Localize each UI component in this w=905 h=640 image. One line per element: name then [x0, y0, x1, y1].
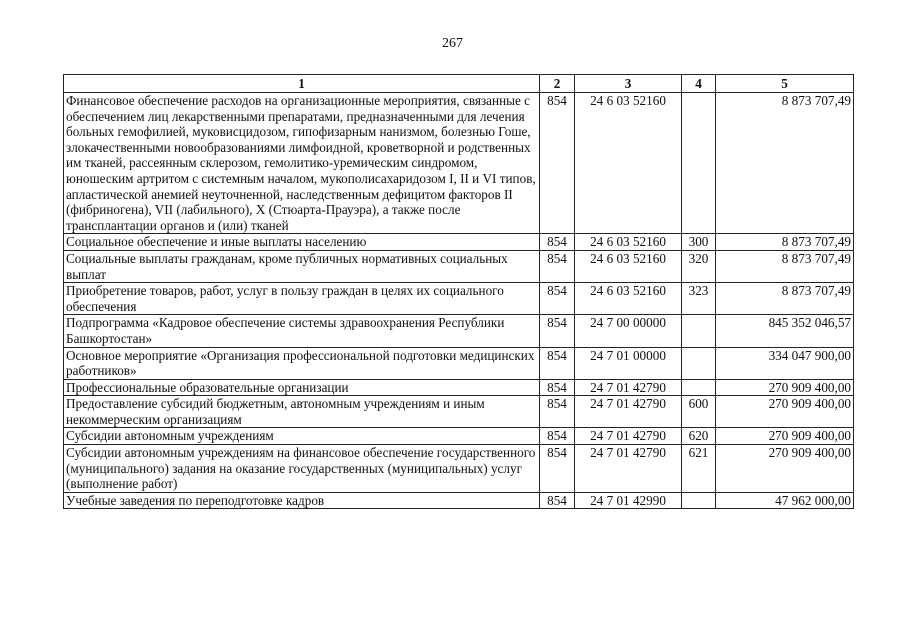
row-code-cell: 24 7 01 42990 — [575, 492, 682, 509]
row-sum-cell: 845 352 046,57 — [716, 315, 854, 347]
row-sum-cell: 334 047 900,00 — [716, 347, 854, 379]
table-row — [64, 445, 854, 493]
row-code-cell: 24 6 03 52160 — [575, 93, 682, 234]
table-row — [64, 428, 854, 445]
row-type-cell: 621 — [682, 445, 716, 493]
row-sum-cell: 8 873 707,49 — [716, 234, 854, 251]
row-name-cell: Профессиональные образовательные организации — [64, 379, 540, 396]
column-header-ministry: 2 — [540, 75, 575, 93]
row-name-cell: Подпрограмма «Кадровое обеспечение системы здравоохранения Республики Башкортостан» — [64, 315, 540, 347]
column-header-name: 1 — [64, 75, 540, 93]
row-ministry-cell: 854 — [540, 250, 575, 282]
row-sum-cell: 8 873 707,49 — [716, 93, 854, 234]
row-type-cell: 300 — [682, 234, 716, 251]
table-header-row — [64, 75, 854, 93]
row-name-cell: Социальное обеспечение и иные выплаты населению — [64, 234, 540, 251]
row-ministry-cell: 854 — [540, 234, 575, 251]
table-row — [64, 492, 854, 509]
row-type-cell: 323 — [682, 283, 716, 315]
row-name-cell: Финансовое обеспечение расходов на организационные мероприятия, связанные с обеспечением лиц лекарственными препаратами, предназначенными для лечения больных гемофилией, муковисцидозом, гипофизарным нанизмом, болезнью Гоше, злокачественными новообразованиями лимфоидной, кроветворной и родственных им тканей, рассеянным склерозом, гемолитико-уремическим синдромом, юношеским артритом с системным началом, мукополисахаридозом I, II и VI типов, апластической анемией неуточненной, наследственным дефицитом факторов II (фибриногена), VII (лабильного), X (Стюарта-Прауэра), а также после трансплантации органов и (или) тканей — [64, 93, 540, 234]
row-sum-cell: 270 909 400,00 — [716, 396, 854, 428]
row-sum-cell: 270 909 400,00 — [716, 379, 854, 396]
row-type-cell — [682, 492, 716, 509]
column-header-sum: 5 — [716, 75, 854, 93]
row-ministry-cell: 854 — [540, 283, 575, 315]
budget-table — [63, 74, 854, 509]
column-header-type: 4 — [682, 75, 716, 93]
row-name-cell: Субсидии автономным учреждениям на финансовое обеспечение государственного (муниципального) задания на оказание государственных (муниципальных) услуг (выполнение работ) — [64, 445, 540, 493]
row-name-cell: Приобретение товаров, работ, услуг в пользу граждан в целях их социального обеспечения — [64, 283, 540, 315]
row-sum-cell: 270 909 400,00 — [716, 445, 854, 493]
row-code-cell: 24 6 03 52160 — [575, 250, 682, 282]
table-row — [64, 250, 854, 282]
table-row — [64, 234, 854, 251]
row-type-cell — [682, 315, 716, 347]
row-sum-cell: 47 962 000,00 — [716, 492, 854, 509]
column-header-code: 3 — [575, 75, 682, 93]
table-row — [64, 93, 854, 234]
row-ministry-cell: 854 — [540, 396, 575, 428]
row-name-cell: Основное мероприятие «Организация профессиональной подготовки медицинских работников» — [64, 347, 540, 379]
row-type-cell — [682, 379, 716, 396]
row-code-cell: 24 7 00 00000 — [575, 315, 682, 347]
row-code-cell: 24 6 03 52160 — [575, 234, 682, 251]
row-type-cell — [682, 93, 716, 234]
row-code-cell: 24 7 01 42790 — [575, 428, 682, 445]
row-sum-cell: 8 873 707,49 — [716, 283, 854, 315]
row-ministry-cell: 854 — [540, 428, 575, 445]
row-type-cell: 320 — [682, 250, 716, 282]
row-ministry-cell: 854 — [540, 347, 575, 379]
row-code-cell: 24 6 03 52160 — [575, 283, 682, 315]
row-code-cell: 24 7 01 42790 — [575, 396, 682, 428]
row-name-cell: Учебные заведения по переподготовке кадров — [64, 492, 540, 509]
row-ministry-cell: 854 — [540, 445, 575, 493]
row-ministry-cell: 854 — [540, 315, 575, 347]
row-type-cell: 600 — [682, 396, 716, 428]
row-ministry-cell: 854 — [540, 492, 575, 509]
table-row — [64, 379, 854, 396]
table-row — [64, 315, 854, 347]
row-code-cell: 24 7 01 00000 — [575, 347, 682, 379]
row-name-cell: Предоставление субсидий бюджетным, автономным учреждениям и иным некоммерческим организациям — [64, 396, 540, 428]
row-sum-cell: 270 909 400,00 — [716, 428, 854, 445]
row-sum-cell: 8 873 707,49 — [716, 250, 854, 282]
row-name-cell: Субсидии автономным учреждениям — [64, 428, 540, 445]
table-row — [64, 396, 854, 428]
row-type-cell — [682, 347, 716, 379]
row-code-cell: 24 7 01 42790 — [575, 445, 682, 493]
row-type-cell: 620 — [682, 428, 716, 445]
table-row — [64, 347, 854, 379]
page-number: 267 — [442, 36, 463, 51]
row-code-cell: 24 7 01 42790 — [575, 379, 682, 396]
row-name-cell: Социальные выплаты гражданам, кроме публичных нормативных социальных выплат — [64, 250, 540, 282]
table-row — [64, 283, 854, 315]
row-ministry-cell: 854 — [540, 379, 575, 396]
row-ministry-cell: 854 — [540, 93, 575, 234]
